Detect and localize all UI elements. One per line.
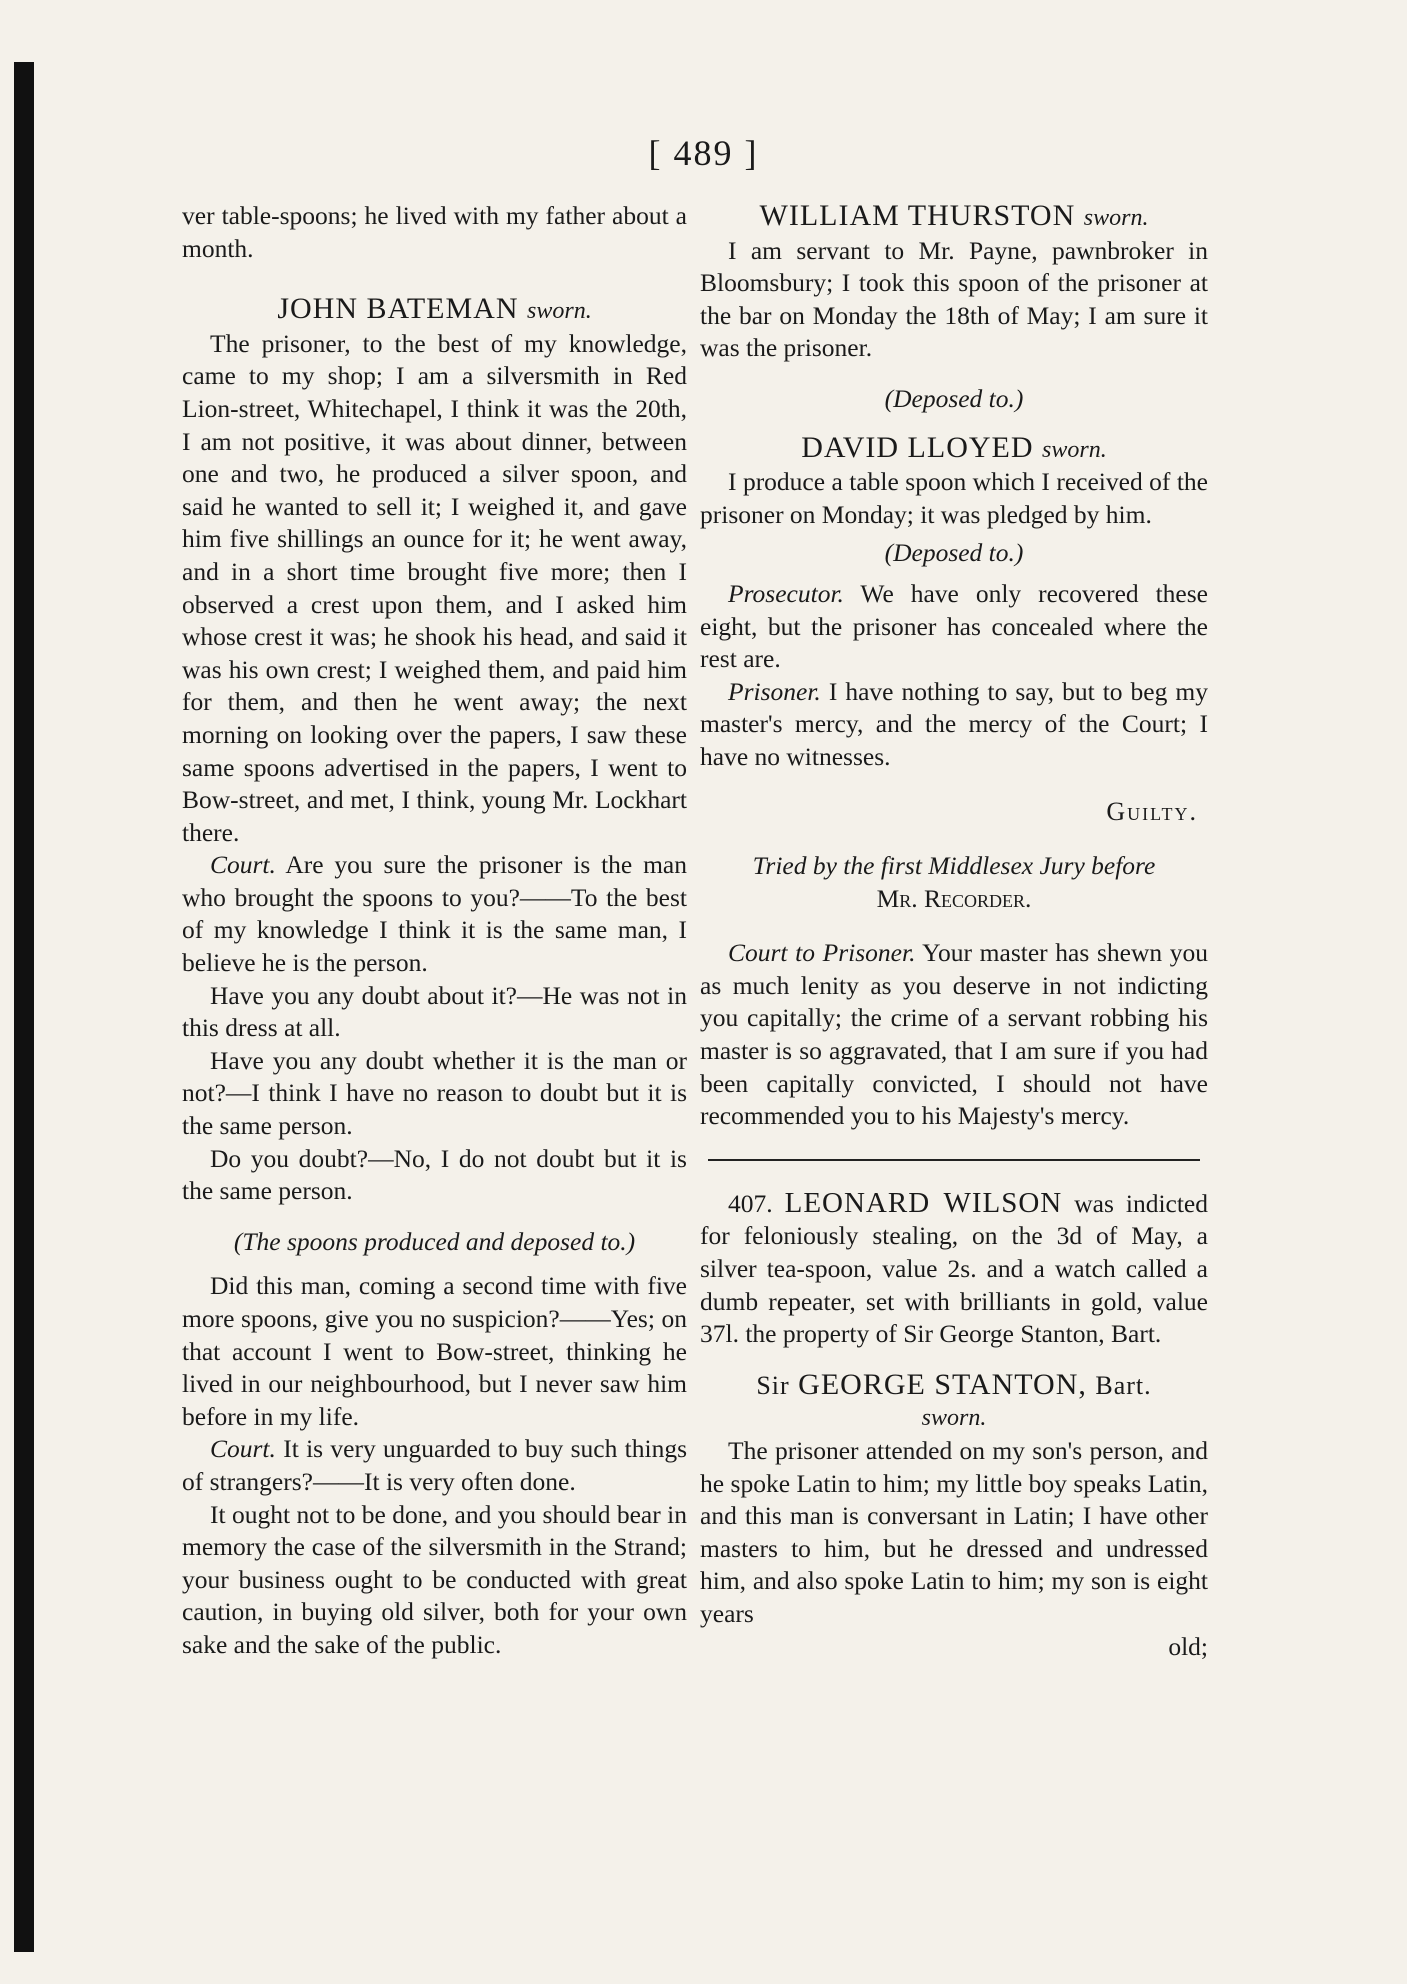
speaker-label: Prosecutor. <box>728 578 844 608</box>
thurston-testimony: I am servant to Mr. Payne, pawnbroker in Bloomsbury; I took this spoon of the prisoner at the bar on Monday the 18th of May; I am sure it was the prisoner. <box>700 235 1208 363</box>
prisoner-statement <box>700 676 1208 774</box>
witness-name: GEORGE STANTON, <box>798 1367 1087 1401</box>
sworn-label: sworn. <box>527 298 592 325</box>
witness-heading-david-lloyed <box>700 432 1208 467</box>
court-question-2: Have you any doubt about it?—He was not in this dress at all. <box>182 980 687 1043</box>
speaker-label: Court. <box>210 850 276 880</box>
spoons-deposed-note: (The spoons produced and deposed to.) <box>233 1226 636 1256</box>
witness-heading-john-bateman <box>182 293 687 328</box>
indictment-text: was indicted for feloniously stealing, on the 3d of May, a silver tea-spoon, value 2s. and a watch called a dumb repeater, set with brilliants in gold, value 37l. the property of Sir George Stanton, Bart. <box>700 1188 1209 1349</box>
witness-heading-william-thurston <box>700 200 1208 235</box>
page-number-header: [ 489 ] <box>648 133 759 173</box>
court-question-6 <box>182 1433 687 1498</box>
witness-heading-george-stanton <box>700 1369 1208 1403</box>
sworn-label: sworn. <box>1083 205 1149 231</box>
witness-name: DAVID LLOYED <box>801 430 1034 464</box>
court-question-1-text: Are you sure the prisoner is the man who brought the spoons to you?——To the best of my knowledge I think it is the same man, I believe he is the person. <box>182 850 687 978</box>
court-to-prisoner-text: Your master has shewn you as much lenity as you deserve in not indicting you capitally; the crime of a servant robbing his master is so aggravated, that I am sure if you had been capitally convicted, I should not have recommended you to his Majesty's mercy. <box>700 938 1209 1131</box>
left-column <box>182 200 687 1662</box>
bateman-testimony: The prisoner, to the best of my knowledge, came to my shop; I am a silversmith in Red Lion-street, Whitechapel, I think it was the 20th, I am not positive, it was about dinner, between one and two, he produced a silver spoon, and said he wanted to sell it; I weighed it, and gave him five shillings an ounce for it; he went away, and in a short time brought five more; then I observed a crest upon them, and I asked him whose crest it was; he shook his head, and said it was his own crest; I weighed them, and paid him for them, and then he went away; the next morning on looking over the papers, I saw these same spoons advertised in the papers, I went to Bow-street, and met, I think, young Mr. Lockhart there. <box>182 328 687 847</box>
verdict: Guilty. <box>1106 796 1198 826</box>
defendant-name: LEONARD WILSON <box>784 1186 1063 1219</box>
catchword: old; <box>1168 1631 1208 1661</box>
speaker-label: Prisoner. <box>728 676 821 706</box>
court-question-3: Have you any doubt whether it is the man or not?—I think I have no reason to doubt but it is the same person. <box>182 1045 687 1141</box>
jury-line: Tried by the first Middlesex Jury before <box>752 851 1156 881</box>
right-column <box>700 200 1208 1663</box>
page-binding-edge <box>14 62 34 1952</box>
title-suffix: Bart. <box>1095 1370 1152 1400</box>
speaker-label: Court to Prisoner. <box>728 938 916 968</box>
sworn-label: sworn. <box>921 1405 987 1432</box>
witness-name: JOHN BATEMAN <box>277 292 519 326</box>
court-admonition: It ought not to be done, and you should bear in memory the case of the silversmith in the Strand; your business ought to be conducted with great caution, in buying old silver, both for your own sake and the sake of the public. <box>182 1499 687 1659</box>
witness-name: WILLIAM THURSTON <box>759 199 1076 232</box>
sworn-label: sworn. <box>1042 436 1107 463</box>
court-question-4: Do you doubt?—No, I do not doubt but it is the same person. <box>182 1143 687 1206</box>
prosecutor-statement-text: We have only recovered these eight, but the prisoner has concealed where the rest are. <box>700 578 1208 674</box>
court-question-1 <box>182 849 687 979</box>
deposed-note-1: (Deposed to.) <box>884 383 1024 413</box>
stanton-testimony: The prisoner attended on my son's person, and he spoke Latin to him; my little boy speaks Latin, and this man is conversant in Latin; I have other masters to him, but he dressed and undressed him, and also spoke Latin to him; my son is eight years <box>700 1436 1208 1628</box>
court-question-5: Did this man, coming a second time with five more spoons, give you no suspicion?——Yes; on that account I went to Bow-street, thinking he lived in our neighbourhood, but I never saw him before in my life. <box>182 1271 687 1431</box>
lloyed-testimony: I produce a table spoon which I received of the prisoner on Monday; it was pledged by him. <box>700 467 1208 529</box>
prisoner-statement-text: I have nothing to say, but to beg my master's mercy, and the mercy of the Court; I have no witnesses. <box>700 676 1208 771</box>
section-divider <box>708 1159 1200 1161</box>
title-prefix: Sir <box>756 1370 790 1400</box>
speaker-label: Court. <box>210 1434 276 1464</box>
prosecutor-statement <box>700 578 1208 676</box>
case-number: 407. <box>728 1188 773 1218</box>
court-question-6-text: It is very unguarded to buy such things of strangers?——It is very often done. <box>182 1434 687 1496</box>
deposed-note-2: (Deposed to.) <box>884 538 1024 568</box>
left-paragraph-1: ver table-spoons; he lived with my father about a month. <box>182 201 687 263</box>
recorder-line: Mr. Recorder. <box>876 883 1032 913</box>
court-to-prisoner <box>700 937 1208 1133</box>
indictment-paragraph <box>700 1187 1208 1351</box>
